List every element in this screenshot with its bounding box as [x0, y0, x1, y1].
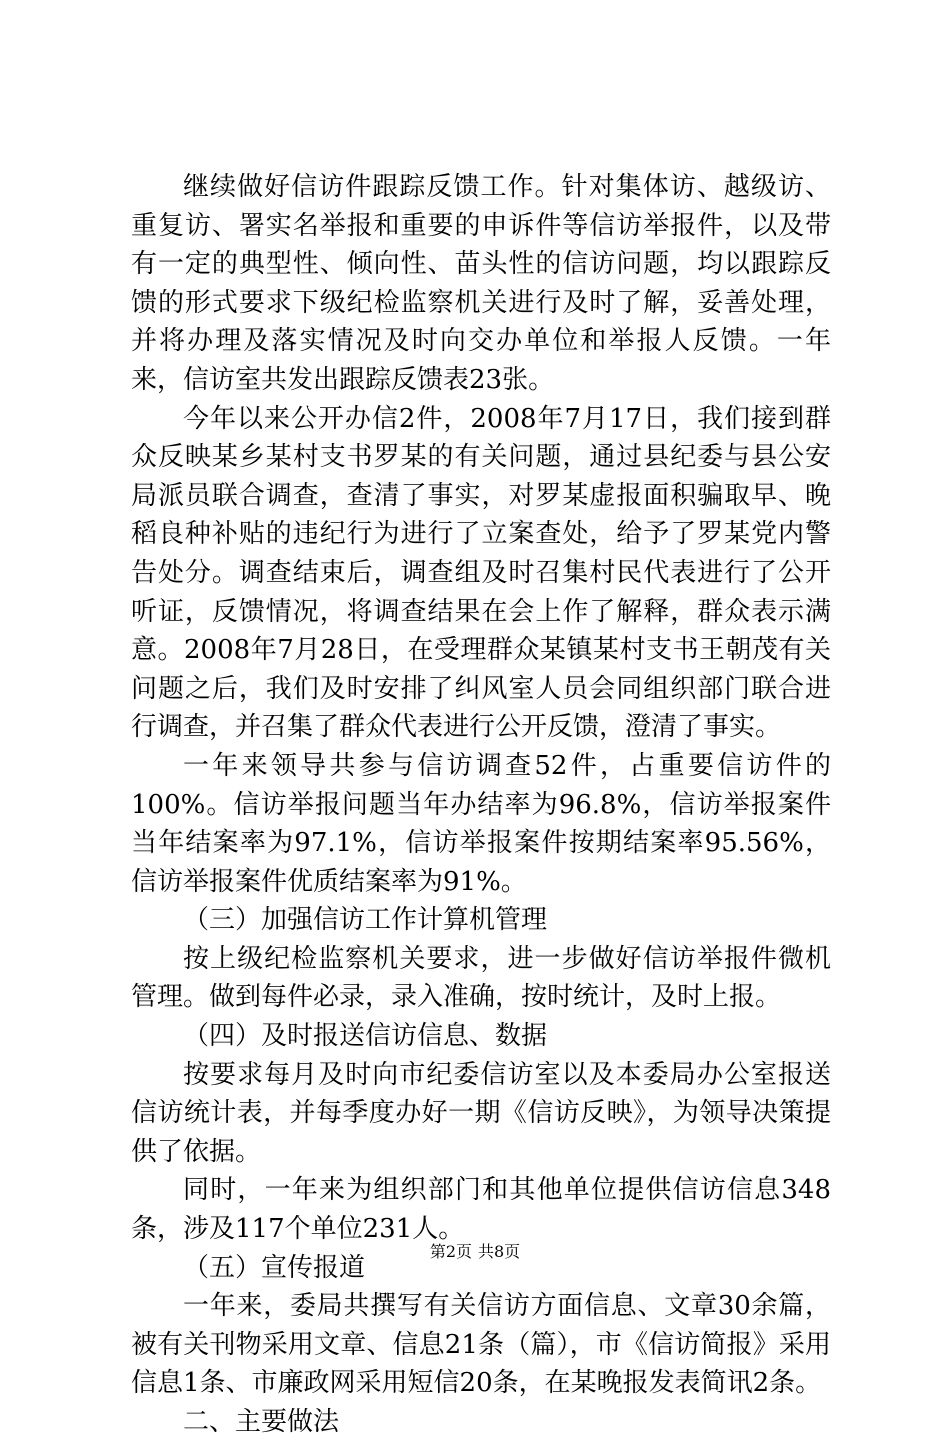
- paragraph-publicity: 一年来，委局共撰写有关信访方面信息、文章30余篇，被有关刊物采用文章、信息21条（篇），市《信访简报》采用信息1条、市廉政网采用短信20条，在某晚报发表简讯2条。: [131, 1291, 831, 1399]
- page-footer: [0, 1240, 950, 1264]
- paragraph-public-letters: 今年以来公开办信2件，2008年7月17日，我们接到群众反映某乡某村支书罗某的有关问题，通过县纪委与县公安局派员联合调查，查清了事实，对罗某虚报面积骗取早、晚稻良种补贴的违纪行为进行了立案查处，给予了罗某党内警告处分。调查结束后，调查组及时召集村民代表进行了公开听证，反馈情况，将调查结果在会上作了解释，群众表示满意。2008年7月28日，在受理群众某镇某村支书王朝茂有关问题之后，我们及时安排了纠风室人员会同组织部门联合进行调查，并召集了群众代表进行公开反馈，澄清了事实。: [131, 403, 831, 743]
- paragraph-tracking-feedback: 继续做好信访件跟踪反馈工作。针对集体访、越级访、重复访、署实名举报和重要的申诉件等信访举报件，以及带有一定的典型性、倾向性、苗头性的信访问题，均以跟踪反馈的形式要求下级纪检监察机关进行及时了解，妥善处理，并将办理及落实情况及时向交办单位和举报人反馈。一年来，信访室共发出跟踪反馈表23张。: [131, 172, 831, 395]
- paragraph-report-info: 按要求每月及时向市纪委信访室以及本委局办公室报送信访统计表，并每季度办好一期《信访反映》，为领导决策提供了依据。: [131, 1059, 831, 1167]
- page-total: 共8页: [478, 1242, 521, 1261]
- section-heading-publicity: （五）宣传报道: [183, 1252, 366, 1283]
- paragraph-provide-info: 同时，一年来为组织部门和其他单位提供信访信息348条，涉及117个单位231人。: [131, 1175, 831, 1245]
- section-heading-main-methods: 二、主要做法: [183, 1407, 340, 1437]
- paragraph-leadership-stats: 一年来领导共参与信访调查52件，占重要信访件的100%。信访举报问题当年办结率为96.8%，信访举报案件当年结案率为97.1%，信访举报案件按期结案率95.56%，信访举报案件优质结案率为91%。: [131, 750, 831, 897]
- section-heading-report-info: （四）及时报送信访信息、数据: [183, 1021, 548, 1052]
- page-number: 第2页: [429, 1242, 472, 1261]
- paragraph-computer-management: 按上级纪检监察机关要求，进一步做好信访举报件微机管理。做到每件必录，录入准确，按时统计，及时上报。: [131, 943, 831, 1013]
- section-heading-computer-management: （三）加强信访工作计算机管理: [183, 905, 548, 936]
